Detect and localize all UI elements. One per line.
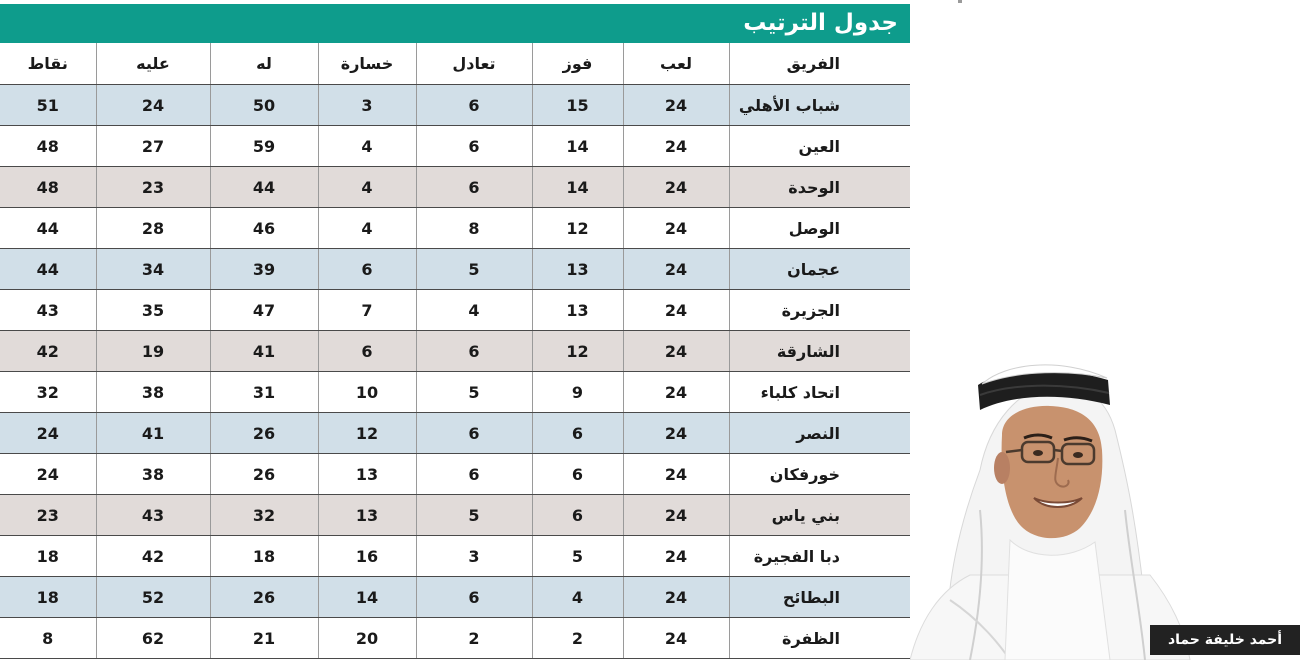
won-cell: 12 [532, 331, 623, 372]
column-header-played: لعب [623, 43, 729, 85]
column-header-points: نقاط [0, 43, 96, 85]
goals-for-cell: 46 [210, 208, 318, 249]
team-cell: العين [729, 126, 910, 167]
played-cell: 24 [623, 85, 729, 126]
goals-against-cell: 34 [96, 249, 210, 290]
column-header-goals-against: عليه [96, 43, 210, 85]
played-cell: 24 [623, 290, 729, 331]
won-cell: 13 [532, 249, 623, 290]
team-cell: عجمان [729, 249, 910, 290]
played-cell: 24 [623, 618, 729, 659]
played-cell: 24 [623, 372, 729, 413]
column-header-team: الفريق [729, 43, 910, 85]
goals-for-cell: 59 [210, 126, 318, 167]
table-row [0, 413, 910, 454]
team-cell: اتحاد كلباء [729, 372, 910, 413]
table-row [0, 126, 910, 167]
drawn-cell: 6 [416, 454, 532, 495]
lost-cell: 4 [318, 126, 416, 167]
goals-against-cell: 35 [96, 290, 210, 331]
points-cell: 43 [0, 290, 96, 331]
column-header-won: فوز [532, 43, 623, 85]
drawn-cell: 6 [416, 167, 532, 208]
lost-cell: 16 [318, 536, 416, 577]
team-cell: الجزيرة [729, 290, 910, 331]
team-cell: خورفكان [729, 454, 910, 495]
played-cell: 24 [623, 167, 729, 208]
drawn-cell: 4 [416, 290, 532, 331]
played-cell: 24 [623, 208, 729, 249]
drawn-cell: 2 [416, 618, 532, 659]
drawn-cell: 6 [416, 85, 532, 126]
goals-for-cell: 18 [210, 536, 318, 577]
points-cell: 18 [0, 536, 96, 577]
column-header-lost: خسارة [318, 43, 416, 85]
points-cell: 44 [0, 249, 96, 290]
won-cell: 15 [532, 85, 623, 126]
lost-cell: 3 [318, 85, 416, 126]
team-cell: الوحدة [729, 167, 910, 208]
table-row [0, 167, 910, 208]
team-cell: بني ياس [729, 495, 910, 536]
lost-cell: 14 [318, 577, 416, 618]
played-cell: 24 [623, 126, 729, 167]
points-cell: 32 [0, 372, 96, 413]
won-cell: 2 [532, 618, 623, 659]
won-cell: 6 [532, 495, 623, 536]
goals-against-cell: 38 [96, 372, 210, 413]
drawn-cell: 6 [416, 413, 532, 454]
goals-for-cell: 31 [210, 372, 318, 413]
team-cell: الظفرة [729, 618, 910, 659]
played-cell: 24 [623, 454, 729, 495]
table-row [0, 208, 910, 249]
points-cell: 23 [0, 495, 96, 536]
standings-body [0, 85, 910, 659]
won-cell: 12 [532, 208, 623, 249]
lost-cell: 10 [318, 372, 416, 413]
team-cell: دبا الفجيرة [729, 536, 910, 577]
photo-section [910, 360, 1300, 660]
played-cell: 24 [623, 495, 729, 536]
lost-cell: 13 [318, 495, 416, 536]
lost-cell: 4 [318, 167, 416, 208]
column-header-goals-for: له [210, 43, 318, 85]
table-row [0, 454, 910, 495]
table-row [0, 536, 910, 577]
played-cell: 24 [623, 577, 729, 618]
table-row [0, 495, 910, 536]
goals-against-cell: 52 [96, 577, 210, 618]
goals-for-cell: 44 [210, 167, 318, 208]
won-cell: 5 [532, 536, 623, 577]
points-cell: 24 [0, 413, 96, 454]
goals-for-cell: 41 [210, 331, 318, 372]
played-cell: 24 [623, 249, 729, 290]
goals-for-cell: 32 [210, 495, 318, 536]
lost-cell: 13 [318, 454, 416, 495]
table-row [0, 85, 910, 126]
drawn-cell: 6 [416, 331, 532, 372]
goals-against-cell: 19 [96, 331, 210, 372]
lost-cell: 20 [318, 618, 416, 659]
won-cell: 14 [532, 167, 623, 208]
goals-against-cell: 38 [96, 454, 210, 495]
table-row [0, 249, 910, 290]
table-row [0, 290, 910, 331]
won-cell: 9 [532, 372, 623, 413]
goals-against-cell: 43 [96, 495, 210, 536]
goals-against-cell: 27 [96, 126, 210, 167]
played-cell: 24 [623, 536, 729, 577]
team-cell: شباب الأهلي [729, 85, 910, 126]
drawn-cell: 6 [416, 126, 532, 167]
lost-cell: 7 [318, 290, 416, 331]
won-cell: 14 [532, 126, 623, 167]
table-row [0, 577, 910, 618]
drawn-cell: 8 [416, 208, 532, 249]
lost-cell: 6 [318, 249, 416, 290]
header-row [0, 43, 910, 85]
photo-caption: أحمد خليفة حماد [1150, 625, 1300, 655]
played-cell: 24 [623, 413, 729, 454]
goals-for-cell: 47 [210, 290, 318, 331]
team-cell: الوصل [729, 208, 910, 249]
won-cell: 13 [532, 290, 623, 331]
goals-against-cell: 62 [96, 618, 210, 659]
points-cell: 24 [0, 454, 96, 495]
goals-for-cell: 26 [210, 577, 318, 618]
goals-for-cell: 21 [210, 618, 318, 659]
standings-table [0, 43, 910, 659]
lost-cell: 12 [318, 413, 416, 454]
won-cell: 6 [532, 413, 623, 454]
goals-against-cell: 24 [96, 85, 210, 126]
won-cell: 6 [532, 454, 623, 495]
page-title: جدول الترتيب [743, 10, 898, 36]
points-cell: 42 [0, 331, 96, 372]
drawn-cell: 5 [416, 495, 532, 536]
team-cell: الشارقة [729, 331, 910, 372]
drawn-cell: 3 [416, 536, 532, 577]
won-cell: 4 [532, 577, 623, 618]
table-row [0, 372, 910, 413]
goals-against-cell: 42 [96, 536, 210, 577]
lost-cell: 6 [318, 331, 416, 372]
goals-for-cell: 50 [210, 85, 318, 126]
lost-cell: 4 [318, 208, 416, 249]
points-cell: 48 [0, 126, 96, 167]
points-cell: 48 [0, 167, 96, 208]
goals-for-cell: 26 [210, 413, 318, 454]
goals-against-cell: 23 [96, 167, 210, 208]
goals-against-cell: 41 [96, 413, 210, 454]
drawn-cell: 5 [416, 249, 532, 290]
table-row [0, 331, 910, 372]
corner-mark [958, 0, 962, 3]
points-cell: 51 [0, 85, 96, 126]
points-cell: 44 [0, 208, 96, 249]
played-cell: 24 [623, 331, 729, 372]
goals-against-cell: 28 [96, 208, 210, 249]
goals-for-cell: 26 [210, 454, 318, 495]
column-header-drawn: تعادل [416, 43, 532, 85]
drawn-cell: 5 [416, 372, 532, 413]
points-cell: 8 [0, 618, 96, 659]
team-cell: البطائح [729, 577, 910, 618]
table-row [0, 618, 910, 659]
title-bar [0, 4, 910, 43]
drawn-cell: 6 [416, 577, 532, 618]
points-cell: 18 [0, 577, 96, 618]
team-cell: النصر [729, 413, 910, 454]
goals-for-cell: 39 [210, 249, 318, 290]
portrait-photo [910, 360, 1300, 660]
